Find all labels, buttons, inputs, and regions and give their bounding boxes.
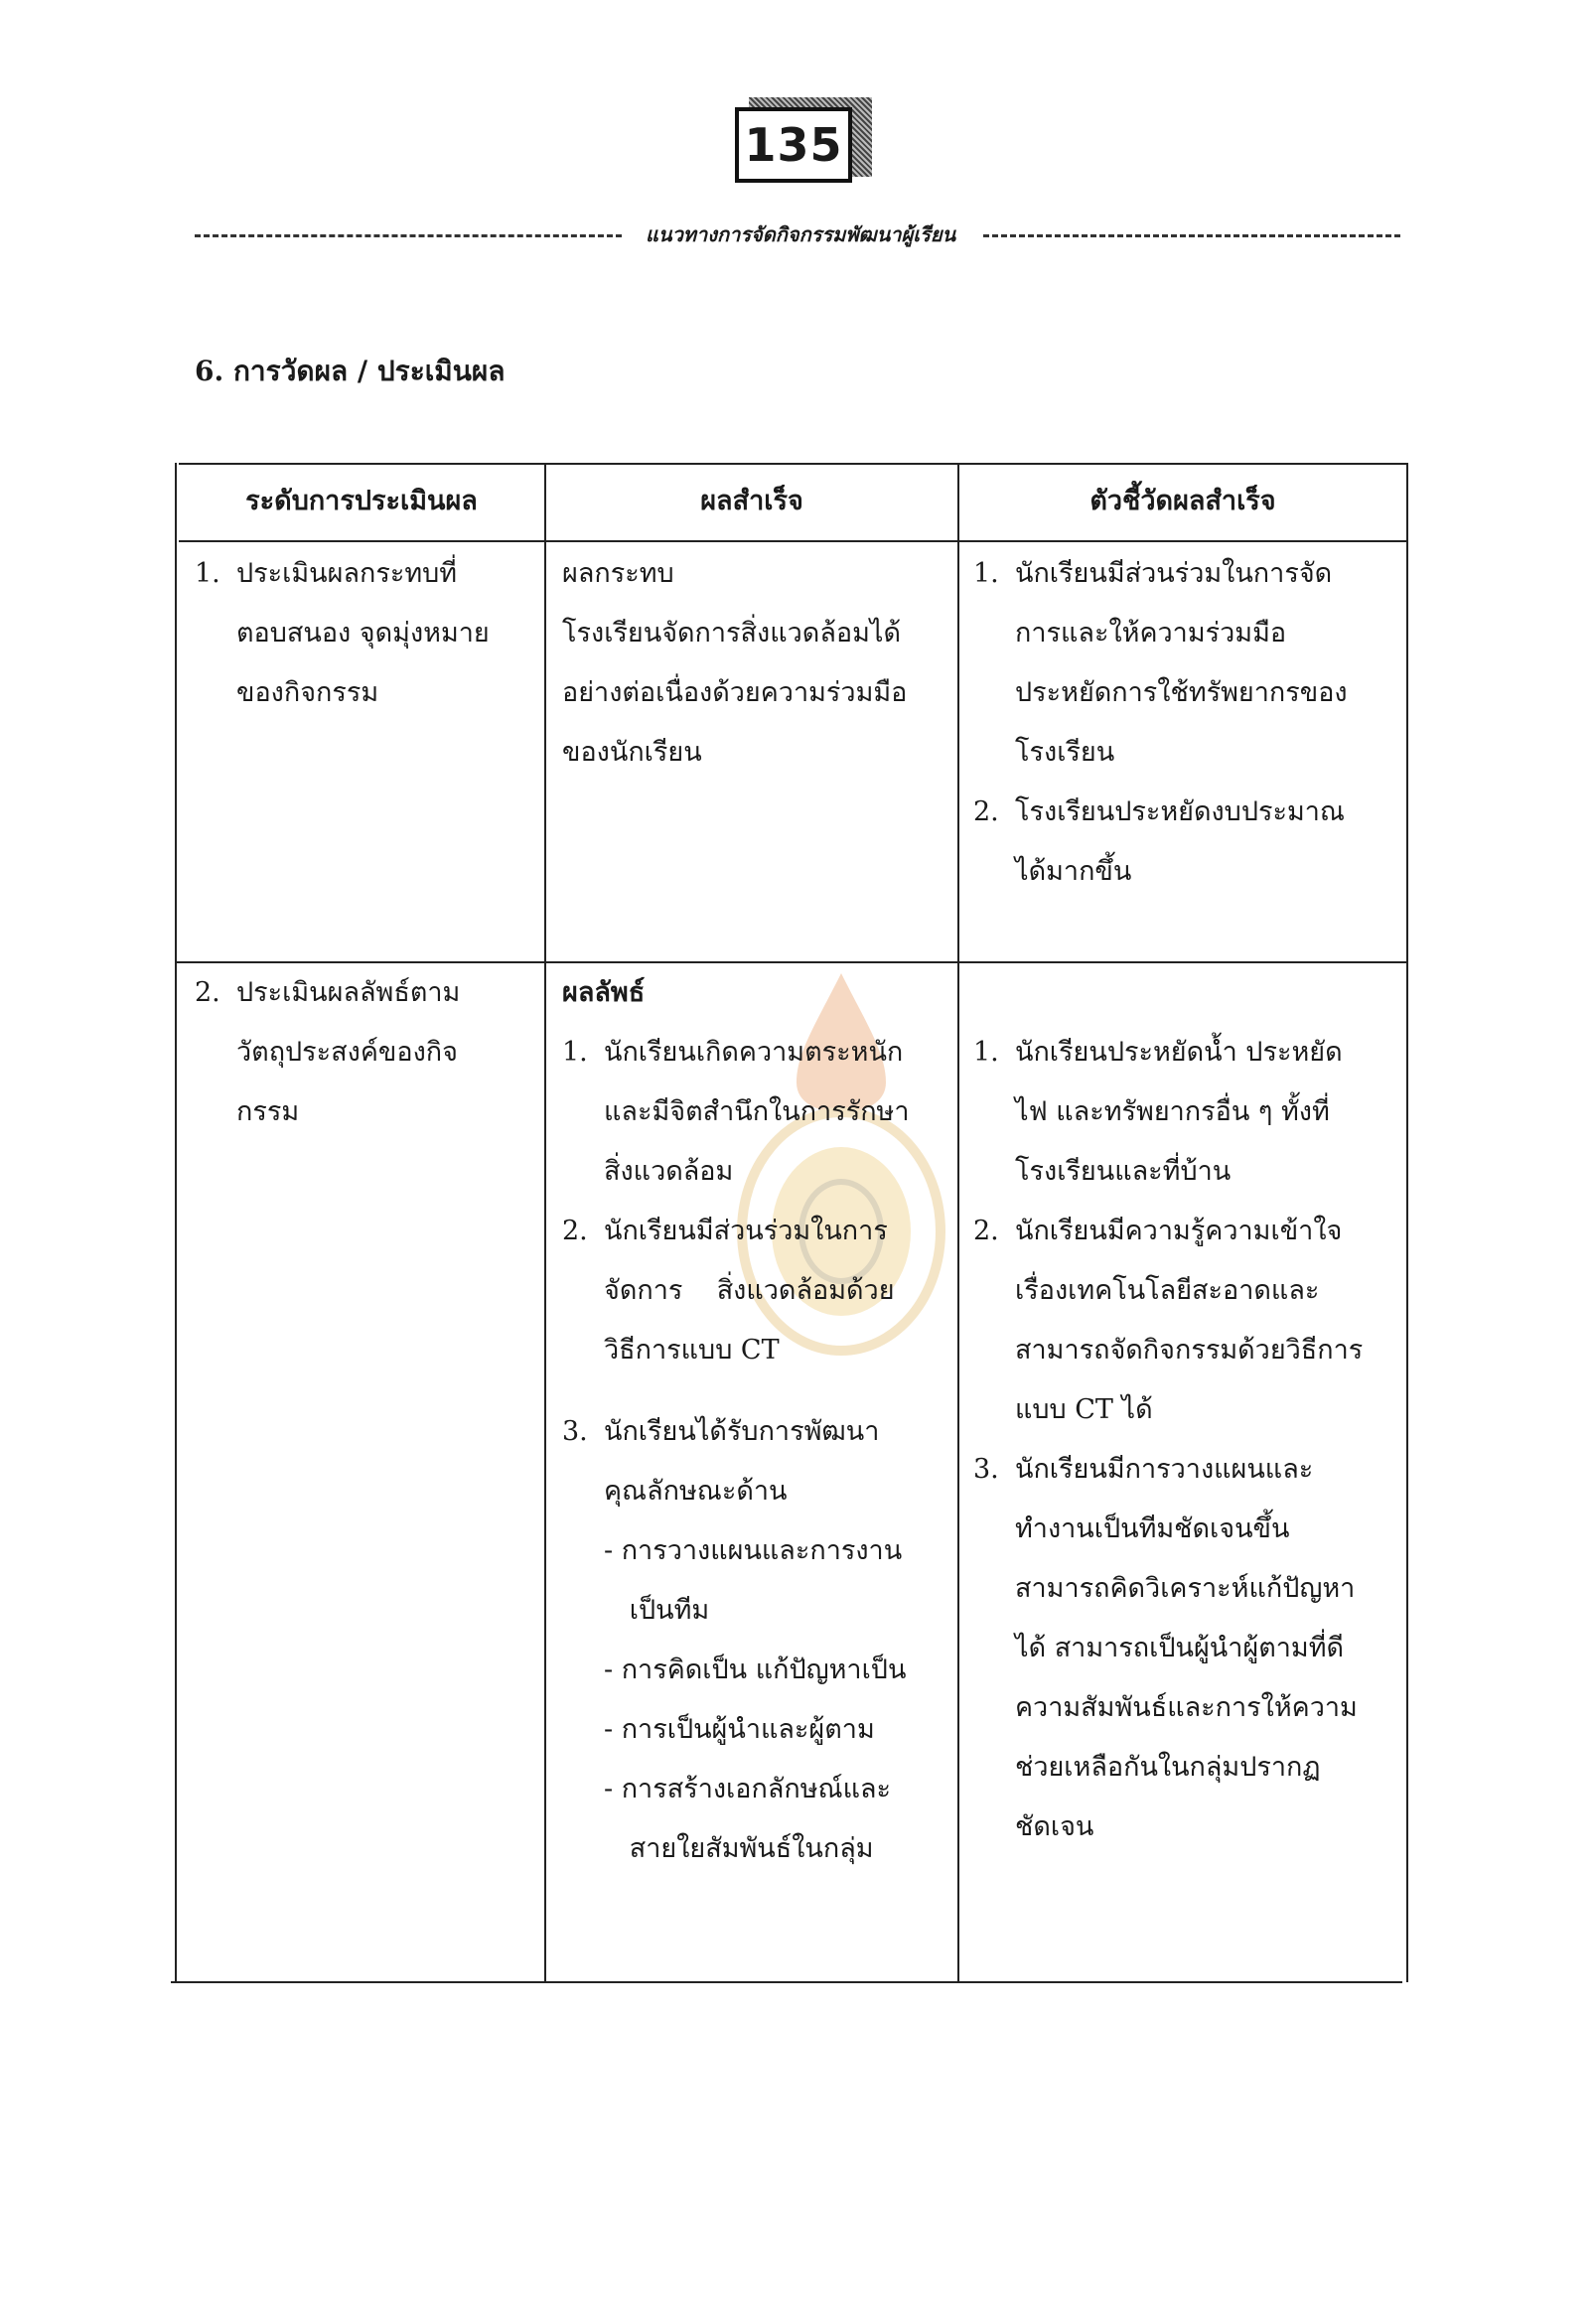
text-line: ผลกระทบ bbox=[562, 558, 674, 589]
text-line: วัตถุประสงค์ของกิจ bbox=[236, 1037, 458, 1068]
list-number: 1. bbox=[973, 558, 999, 589]
header-rule-left bbox=[195, 234, 622, 237]
text-line: ชัดเจน bbox=[1015, 1811, 1094, 1842]
text-line: อย่างต่อเนื่องด้วยความร่วมมือ bbox=[562, 677, 908, 708]
row2-indicators bbox=[973, 1023, 1363, 1857]
results-title: ผลลัพธ์ bbox=[562, 977, 646, 1008]
text-line: คุณลักษณะด้าน bbox=[604, 1476, 788, 1507]
text-line: ของกิจกรรม bbox=[236, 677, 379, 708]
text-line: ตอบสนอง จุดมุ่งหมาย bbox=[236, 618, 490, 648]
text-line: นักเรียนมีความรู้ความเข้าใจ bbox=[1015, 1216, 1343, 1246]
header-title: แนวทางการจัดกิจกรรมพัฒนาผู้เรียน bbox=[646, 222, 956, 246]
table-border-left bbox=[175, 463, 177, 1982]
list-number: 2. bbox=[973, 796, 999, 827]
text-line: แบบ CT ได้ bbox=[1015, 1394, 1153, 1425]
text-line: สามารถคิดวิเคราะห์แก้ปัญหา bbox=[1015, 1573, 1356, 1604]
list-number: 1. bbox=[195, 558, 220, 589]
header-rule-right bbox=[983, 234, 1400, 237]
text-line: ช่วยเหลือกันในกลุ่มปรากฏ bbox=[1015, 1752, 1321, 1783]
text-line: ได้มากขึ้น bbox=[1015, 856, 1132, 887]
bullet-item: - การเป็นผู้นำและผู้ตาม bbox=[604, 1714, 875, 1745]
row1-result bbox=[562, 544, 907, 783]
header-result: ผลสำเร็จ bbox=[700, 486, 803, 516]
text-line: เรื่องเทคโนโลยีสะอาดและ bbox=[1015, 1275, 1320, 1306]
text-line: การและให้ความร่วมมือ bbox=[1015, 618, 1287, 648]
row2-level bbox=[195, 963, 460, 1142]
header-indicator: ตัวชี้วัดผลสำเร็จ bbox=[1089, 486, 1276, 516]
text-line: สิ่งแวดล้อม bbox=[604, 1156, 734, 1187]
bullet-item: - การคิดเป็น แก้ปัญหาเป็น bbox=[604, 1655, 907, 1685]
list-number: 1. bbox=[973, 1037, 999, 1068]
list-number: 2. bbox=[973, 1216, 999, 1246]
table-border-bottom bbox=[171, 1981, 1402, 1983]
text-line: โรงเรียนจัดการสิ่งแวดล้อมได้ bbox=[562, 618, 901, 648]
table-column-divider-1 bbox=[544, 463, 546, 1982]
text-line: ไฟ และทรัพยากรอื่น ๆ ทั้งที่ bbox=[1015, 1096, 1330, 1127]
text-line: ของนักเรียน bbox=[562, 737, 702, 768]
text-line: โรงเรียนประหยัดงบประมาณ bbox=[1015, 796, 1345, 827]
list-number: 2. bbox=[195, 977, 220, 1008]
bullet-item: - การสร้างเอกลักษณ์และ bbox=[604, 1774, 892, 1804]
section-heading: 6. การวัดผล / ประเมินผล bbox=[195, 355, 506, 387]
text-line: ได้ สามารถเป็นผู้นำผู้ตามที่ดี bbox=[1015, 1633, 1345, 1663]
list-number: 3. bbox=[973, 1454, 999, 1485]
text-line: นักเรียนประหยัดน้ำ ประหยัด bbox=[1015, 1037, 1343, 1068]
text-line: ประเมินผลลัพธ์ตาม bbox=[236, 977, 461, 1008]
text-line: จัดการ สิ่งแวดล้อมด้วย bbox=[604, 1275, 895, 1306]
text-line: นักเรียนมีส่วนร่วมในการจัด bbox=[1015, 558, 1333, 589]
table-column-divider-2 bbox=[957, 463, 959, 1982]
page-number: 135 bbox=[735, 107, 852, 183]
list-number: 2. bbox=[562, 1216, 588, 1246]
text-line: นักเรียนได้รับการพัฒนา bbox=[604, 1416, 880, 1447]
text-line: นักเรียนเกิดความตระหนัก bbox=[604, 1037, 904, 1068]
text-line: ความสัมพันธ์และการให้ความ bbox=[1015, 1692, 1358, 1723]
list-number: 3. bbox=[562, 1416, 588, 1447]
bullet-item: เป็นทีม bbox=[604, 1595, 710, 1626]
text-line: โรงเรียน bbox=[1015, 737, 1115, 768]
text-line: ประเมินผลกระทบที่ bbox=[236, 558, 458, 589]
row1-level bbox=[195, 544, 490, 723]
text-line: โรงเรียนและที่บ้าน bbox=[1015, 1156, 1232, 1187]
table-border-top bbox=[179, 463, 1408, 465]
text-line: ประหยัดการใช้ทรัพยากรของ bbox=[1015, 677, 1348, 708]
text-line: วิธีการแบบ CT bbox=[604, 1335, 780, 1366]
row2-results bbox=[562, 963, 910, 1879]
text-line: สามารถจัดกิจกรรมด้วยวิธีการ bbox=[1015, 1335, 1364, 1366]
bullet-item: - การวางแผนและการงาน bbox=[604, 1535, 903, 1566]
table-header-divider bbox=[179, 540, 1408, 542]
list-number: 1. bbox=[562, 1037, 588, 1068]
table-border-right bbox=[1406, 463, 1408, 1982]
row1-indicators bbox=[973, 544, 1348, 902]
header-level: ระดับการประเมินผล bbox=[245, 486, 478, 516]
text-line: นักเรียนมีการวางแผนและ bbox=[1015, 1454, 1314, 1485]
text-line: กรรม bbox=[236, 1096, 300, 1127]
bullet-item: สายใยสัมพันธ์ในกลุ่ม bbox=[604, 1833, 874, 1864]
text-line: ทำงานเป็นทีมชัดเจนขึ้น bbox=[1015, 1513, 1290, 1544]
text-line: และมีจิตสำนึกในการรักษา bbox=[604, 1096, 910, 1127]
text-line: นักเรียนมีส่วนร่วมในการ bbox=[604, 1216, 888, 1246]
